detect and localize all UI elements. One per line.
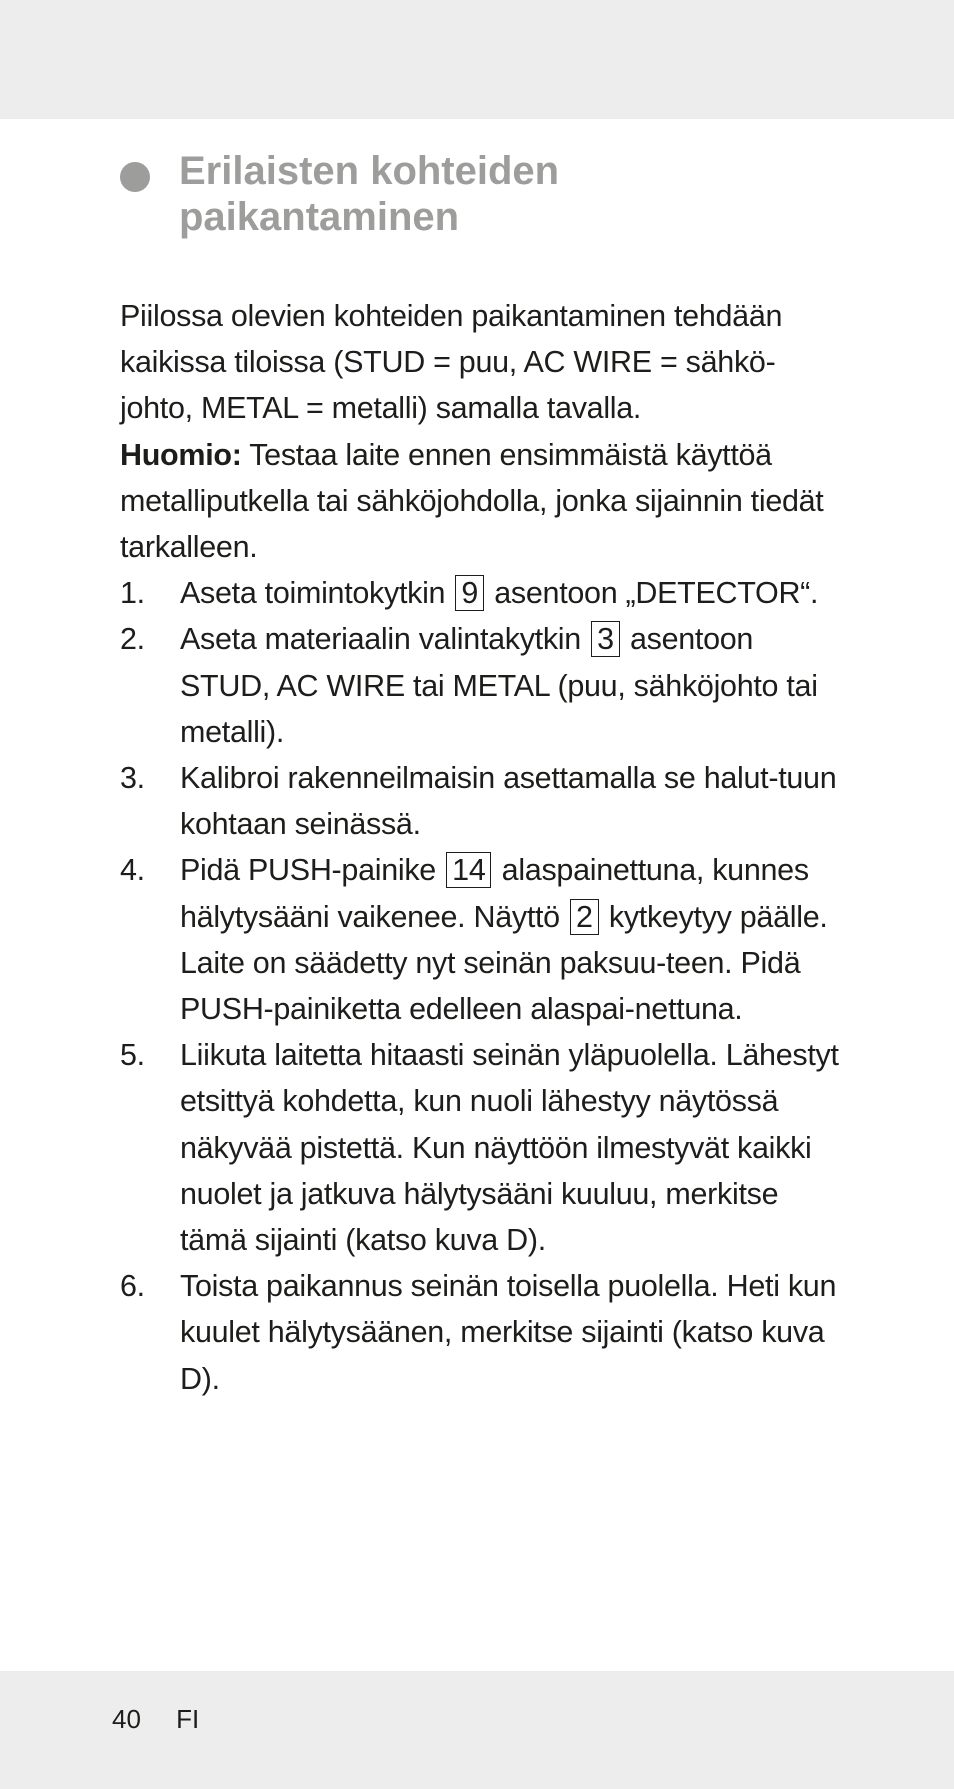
- note-label: Huomio:: [120, 437, 242, 472]
- step-1: [120, 570, 840, 616]
- reference-number-box: 9: [455, 575, 484, 611]
- step-text: Aseta materiaalin valintakytkin: [180, 622, 590, 657]
- step-text: asentoon STUD, AC WIRE tai METAL (puu, sähköjohto tai metalli).: [180, 622, 818, 749]
- note-text: Testaa laite ennen ensimmäistä käyttöä metalliputkella tai sähköjohdolla, jonka sijainnin tiedät tarkalleen.: [120, 437, 824, 565]
- step-text: Liikuta laitetta hitaasti seinän yläpuolella. Lähestyt etsittyä kohdetta, kun nuoli lähestyy näytössä näkyvää pistettä. Kun näyttöön ilmestyvät kaikki nuolet ja jatkuva hälytysääni kuuluu, merkitse tämä sijainti (katso kuva D).: [180, 1038, 839, 1258]
- step-3: [120, 755, 840, 847]
- step-number: 1.: [120, 576, 145, 611]
- steps-list: [120, 570, 840, 1402]
- section-title: Erilaisten kohteiden paikantaminen: [179, 149, 560, 239]
- step-4: [120, 847, 840, 1032]
- intro-paragraph: Piilossa olevien kohteiden paikantaminen tehdään kaikissa tiloissa (STUD = puu, AC WIRE = sähkö-johto, METAL = metalli) samalla tavalla.: [120, 299, 783, 426]
- top-band: [0, 0, 954, 119]
- bullet-dot-icon: [120, 162, 150, 192]
- step-number: 3.: [120, 761, 145, 796]
- step-text: kytkeytyy päälle. Laite on säädetty nyt seinän paksuu-teen. Pidä PUSH-painiketta edelleen alaspai-nettuna.: [180, 899, 828, 1027]
- language-code: FI: [176, 1704, 200, 1734]
- step-5: [120, 1032, 840, 1263]
- step-6: [120, 1263, 840, 1402]
- step-number: 4.: [120, 853, 145, 888]
- step-number: 6.: [120, 1269, 145, 1304]
- note-paragraph: [120, 432, 840, 571]
- reference-number-box: 2: [570, 899, 599, 935]
- step-text: Toista paikannus seinän toisella puolella. Heti kun kuulet hälytysäänen, merkitse sijainti (katso kuva D).: [180, 1269, 837, 1396]
- step-2: [120, 616, 840, 755]
- step-text: Kalibroi rakenneilmaisin asettamalla se halut-tuun kohtaan seinässä.: [180, 761, 837, 842]
- page-footer: [112, 1699, 199, 1739]
- reference-number-box: 3: [591, 621, 620, 657]
- step-text: Pidä PUSH-painike: [180, 853, 445, 888]
- page-number: 40: [112, 1704, 141, 1734]
- step-number: 2.: [120, 622, 145, 657]
- content-body: [120, 293, 840, 1402]
- step-number: 5.: [120, 1038, 145, 1073]
- step-text: asentoon „DETECTOR“.: [486, 576, 819, 611]
- reference-number-box: 14: [446, 852, 491, 888]
- step-text: Aseta toimintokytkin: [180, 576, 454, 611]
- step-text: alaspainettuna, kunnes hälytysääni vaikenee. Näyttö: [180, 853, 809, 934]
